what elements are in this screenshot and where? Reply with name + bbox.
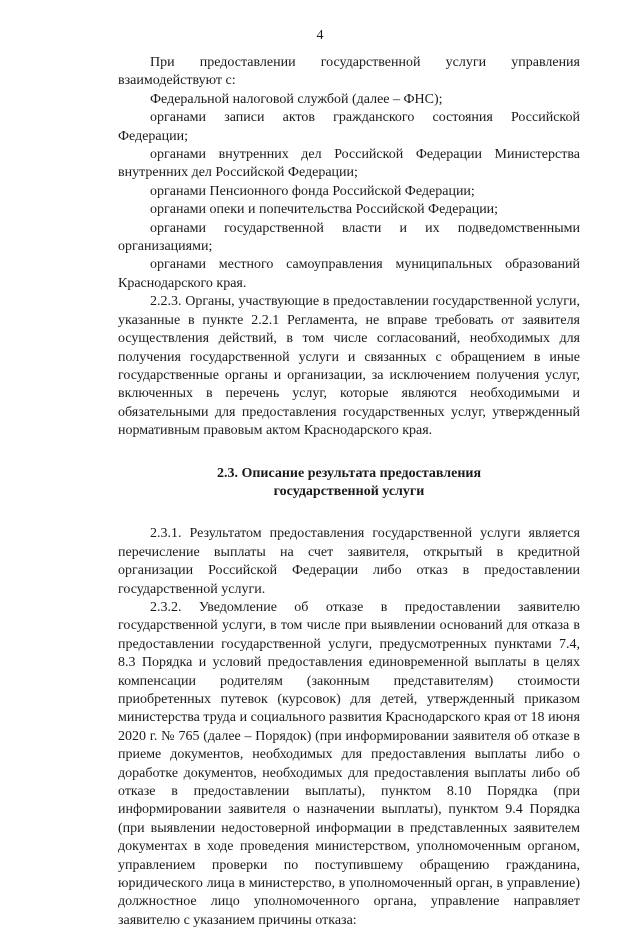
- section-title-line-2: государственной услуги: [273, 483, 425, 499]
- list-item: органами Пенсионного фонда Российской Федерации;: [150, 183, 475, 199]
- list-item: органами государственной власти и их подведомственными организациями;: [118, 220, 580, 255]
- clause-2-2-3: 2.2.3. Органы, участвующие в предоставлении государственной услуги, указанные в пункте 2.2.1 Регламента, не вправе требовать от заявителя осуществления действий, в том числе согласований, необходимых для получения государственной услуги и связанных с обращением в иные государственные органы и организации, за исключением получения услуг, включенных в перечень услуг, которые являются необходимыми и обязательными для предоставления государственных услуг, утвержденный нормативным правовым актом Краснодарского края.: [118, 294, 580, 439]
- section-title-line-1: 2.3. Описание результата предоставления: [216, 465, 482, 481]
- list-item: Федеральной налоговой службой (далее – ФНС);: [150, 91, 443, 107]
- clause-2-3-1: 2.3.1. Результатом предоставления государственной услуги является перечисление выплаты на счет заявителя, открытый в кредитной организации Российской Федерации либо отказ в предоставлении государственной услуги.: [118, 526, 580, 597]
- intro-paragraph: При предоставлении государственной услуги управления взаимодействуют с:: [118, 55, 580, 89]
- agency-list: [118, 91, 580, 293]
- section-heading: [118, 465, 580, 502]
- list-item: органами местного самоуправления муниципальных образований Краснодарского края.: [118, 257, 580, 291]
- list-item: органами внутренних дел Российской Федерации Министерства внутренних дел Российской Федерации;: [118, 147, 580, 181]
- list-item: органами записи актов гражданского состояния Российской Федерации;: [118, 110, 580, 144]
- list-item: органами опеки и попечительства Российской Федерации;: [150, 202, 499, 218]
- clause-2-3-2: 2.3.2. Уведомление об отказе в предоставлении заявителю государственной услуги, в том числе при выявлении оснований для отказа в предоставлении государственной услуги, предусмотренных пунктами 7.4, 8.3 Порядка и условий предоставления единовременной выплаты в целях компенсации родителям (законным представителям) стоимости приобретенных путевок (курсовок) для детей, утвержденный приказом министерства труда и социального развития Краснодарского края от 18 июня 2020 г. № 765 (далее – Порядок) (при информировании заявителя об отказе в приеме документов, необходимых для предоставления выплаты либо о доработке документов, необходимых для предоставления выплаты либо об отказе в предоставлении выплаты), пунктом 8.10 Порядка (при информировании заявителя о назначении выплаты), пунктом 9.4 Порядка (при выявлении недостоверной информации в представленных заявителем документах в ходе проведения министерством, уполномоченным органом, управлением проверки по поступившему обращению гражданина, юридического лица в министерство, в уполномоченный орган, в управление) должностное лицо уполномоченного органа, управление направляет заявителю с указанием причины отказа:: [118, 599, 580, 928]
- document-body: [118, 54, 580, 930]
- page-number: 4: [316, 28, 324, 43]
